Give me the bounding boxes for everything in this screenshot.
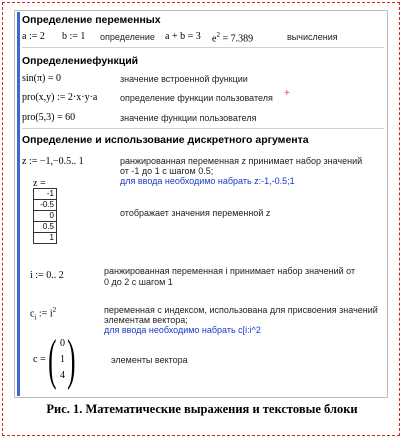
table-row [34,211,57,222]
expr-i-def: i := 0.. 2 [30,270,64,281]
expr-c-eq: c = [33,354,46,365]
vector-right-paren: ) [67,329,76,391]
section-heading-variables: Определение переменных [22,14,161,26]
desc-z-range-1: ранжированная переменная z принимает набор значений [120,156,363,166]
section-heading-functions: Определениефункций [22,55,139,67]
desc-builtin-function: значение встроенной функции [120,74,248,84]
desc-user-function-value: значение функции пользователя [120,113,257,123]
section-heading-discrete: Определение и использование дискретного аргумента [22,134,309,146]
desc-i-range-2: 0 до 2 с шагом 1 [104,277,173,287]
desc-user-function-def: определение функции пользователя [120,93,273,103]
table-cell: 0 [34,211,57,222]
desc-c-input-hint: для ввода необходимо набрать c[i:i^2 [104,325,261,335]
z-value-table [33,188,57,244]
table-cell: 1 [34,233,57,244]
c-vector-item: 1 [60,354,65,365]
worksheet-region-bar [17,12,20,396]
expr-c-def [30,306,56,321]
table-cell: 0.5 [34,222,57,233]
desc-z-input-hint: для ввода необходимо набрать z:-1,-0.5;1 [120,176,295,186]
desc-calculations: вычисления [287,32,338,42]
expr-z-eq: z = [33,178,46,189]
crosshair-cursor-icon: + [284,88,290,99]
exp-base: e [212,33,217,45]
table-row [34,233,57,244]
c-base: c [30,308,35,320]
table-cell: -1 [34,189,57,200]
expr-pro-def: pro(x,y) := 2·x·y·a [22,92,98,103]
desc-c-elements: элементы вектора [111,355,188,365]
c-power: 2 [52,306,57,314]
exp-value: = 7.389 [222,33,254,45]
c-vector-item: 4 [60,370,65,381]
expr-sin: sin(π) = 0 [22,73,62,84]
desc-c-2: элементам вектора; [104,315,188,325]
desc-z-range-2: от -1 до 1 с шагом 0.5; [120,166,214,176]
desc-i-range-1: ранжированная переменная i принимает набор значений от [104,266,356,276]
vector-left-paren: ( [48,329,57,391]
c-subscript: i [34,313,37,322]
expr-pro-value: pro(5,3) = 60 [22,112,76,123]
table-row [34,200,57,211]
expr-b-def: b := 1 [62,31,86,42]
table-cell: -0.5 [34,200,57,211]
expr-exp [212,31,253,44]
desc-definition: определение [100,32,155,42]
c-rhs: := i [38,308,53,320]
expr-z-def: z := −1,−0.5.. 1 [22,156,84,167]
desc-c-1: переменная с индексом, использована для присвоения значений [104,305,378,315]
region-separator [22,128,384,129]
c-vector-item: 0 [60,338,65,349]
table-row [34,189,57,200]
exp-power: 2 [216,31,220,39]
expr-sum: a + b = 3 [165,31,201,42]
table-row [34,222,57,233]
region-separator [22,47,384,48]
desc-z-show: отображает значения переменной z [120,208,271,218]
expr-a-def: a := 2 [22,31,45,42]
figure-caption: Рис. 1. Математические выражения и текстовые блоки [46,402,358,416]
